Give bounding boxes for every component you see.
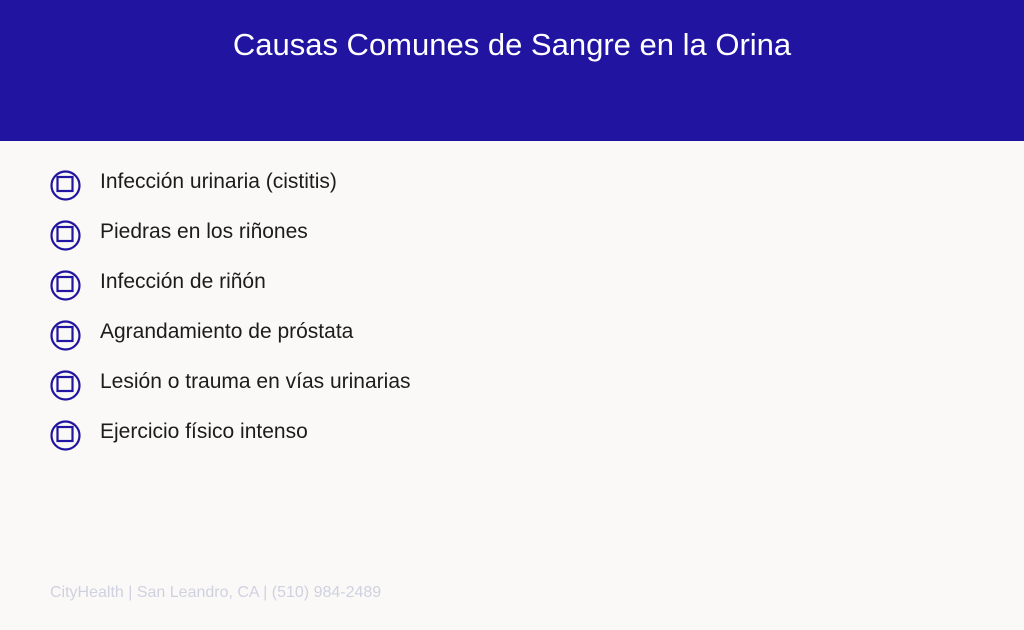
list-item-label: Infección urinaria (cistitis) (100, 170, 337, 193)
checkbox-circle-icon (50, 370, 81, 401)
list-item (50, 217, 411, 267)
footer-contact-info: CityHealth | San Leandro, CA | (510) 984-2489 (50, 584, 382, 601)
list-item-label: Lesión o trauma en vías urinarias (100, 370, 411, 393)
checkbox-circle-icon (50, 170, 81, 201)
checkbox-circle-icon (50, 270, 81, 301)
header-banner (0, 0, 1024, 141)
checkbox-circle-icon (50, 420, 81, 451)
list-item-label: Agrandamiento de próstata (100, 320, 354, 343)
list-item-label: Piedras en los riñones (100, 220, 308, 243)
list-item (50, 267, 411, 317)
causes-list (50, 167, 411, 467)
list-item (50, 167, 411, 217)
list-item-label: Ejercicio físico intenso (100, 420, 308, 443)
list-item (50, 317, 411, 367)
checkbox-circle-icon (50, 220, 81, 251)
list-item-label: Infección de riñón (100, 270, 266, 293)
checkbox-circle-icon (50, 320, 81, 351)
list-item (50, 367, 411, 417)
page-title: Causas Comunes de Sangre en la Orina (232, 27, 792, 62)
list-item (50, 417, 411, 467)
